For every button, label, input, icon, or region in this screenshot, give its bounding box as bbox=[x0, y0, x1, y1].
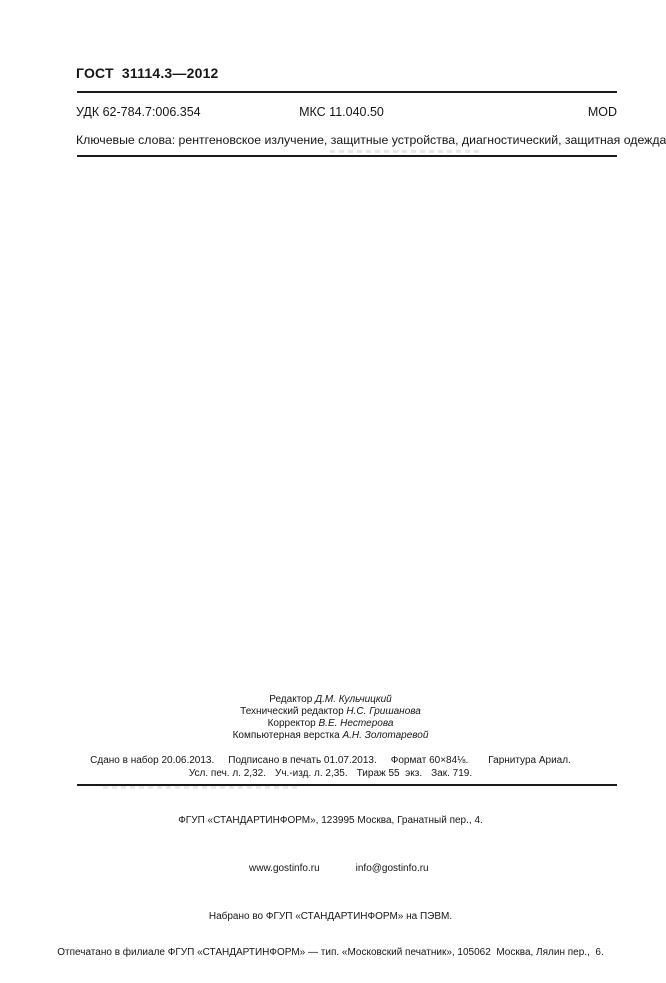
credit-role: Редактор bbox=[269, 694, 316, 705]
mod-label: MOD bbox=[587, 105, 617, 119]
imprint-line-2 bbox=[0, 767, 661, 780]
scan-artifact bbox=[330, 150, 482, 153]
imprint-order-number: Зак. 719. bbox=[431, 768, 473, 779]
meta-row bbox=[76, 105, 617, 119]
publisher-address: ФГУП «СТАНДАРТИНФОРМ», 123995 Москва, Гранатный пер., 4. bbox=[178, 815, 483, 826]
editorial-credits bbox=[0, 694, 661, 742]
imprint-typeset-date: Сдано в набор 20.06.2013. bbox=[90, 755, 215, 766]
credit-name: Д.М. Кульчицкий bbox=[315, 694, 392, 705]
udk-code: УДК 62-784.7:006.354 bbox=[76, 105, 201, 119]
imprint-format: Формат 60×84⅛. bbox=[390, 755, 469, 766]
credit-role: Технический редактор bbox=[240, 706, 347, 717]
credit-role: Компьютерная верстка bbox=[232, 730, 343, 741]
keywords-line: Ключевые слова: рентгеновское излучение, защитные устройства, диагностический, защитная одежда bbox=[76, 133, 666, 147]
publisher-typeset-note: Набрано во ФГУП «СТАНДАРТИНФОРМ» на ПЭВМ. bbox=[208, 911, 453, 922]
imprint-pub-sheets: Уч.-изд. л. 2,35. bbox=[274, 768, 348, 779]
imprint-typeface: Гарнитура Ариал. bbox=[488, 755, 571, 766]
keywords-rule bbox=[77, 155, 617, 157]
credit-name: В.Е. Нестерова bbox=[318, 718, 394, 729]
publisher-block bbox=[0, 791, 661, 983]
print-imprint bbox=[0, 754, 661, 780]
scan-artifact bbox=[103, 786, 298, 789]
credit-line-corrector bbox=[0, 718, 661, 730]
publisher-contacts bbox=[0, 851, 661, 887]
publisher-website: www.gostinfo.ru bbox=[249, 863, 320, 874]
imprint-press-sheets: Усл. печ. л. 2,32. bbox=[188, 768, 266, 779]
imprint-circulation: Тираж 55 экз. bbox=[356, 768, 423, 779]
credit-line-editor bbox=[0, 694, 661, 706]
publisher-email: info@gostinfo.ru bbox=[355, 863, 429, 874]
credit-line-technical-editor bbox=[0, 706, 661, 718]
publisher-printed-note: Отпечатано в филиале ФГУП «СТАНДАРТИНФОРМ» — тип. «Московский печатник», 105062 Москва, Лялин пер., 6. bbox=[57, 947, 604, 958]
credit-name: А.Н. Золотаревой bbox=[342, 730, 429, 741]
imprint-print-date: Подписано в печать 01.07.2013. bbox=[228, 755, 377, 766]
credit-role: Корректор bbox=[267, 718, 319, 729]
doc-number-header: ГОСТ 31114.3—2012 bbox=[76, 65, 219, 81]
imprint-line-1 bbox=[0, 754, 661, 767]
credit-line-layout bbox=[0, 730, 661, 742]
header-rule bbox=[77, 91, 617, 93]
mks-code: МКС 11.040.50 bbox=[299, 105, 384, 119]
credit-name: Н.С. Гришанова bbox=[346, 706, 421, 717]
